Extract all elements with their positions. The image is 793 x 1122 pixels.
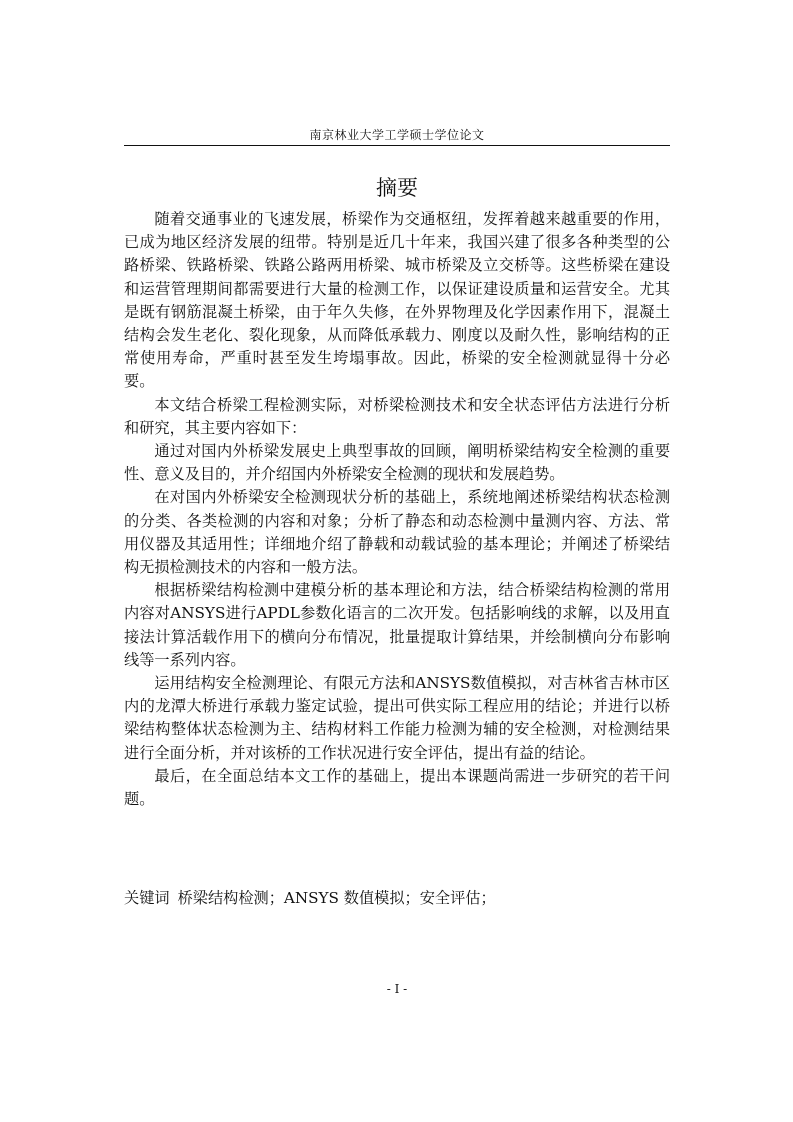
abstract-paragraph: 随着交通事业的飞速发展，桥梁作为交通枢纽，发挥着越来越重要的作用，已成为地区经济发展的纽带。特别是近几十年来，我国兴建了很多各种类型的公路桥梁、铁路桥梁、铁路公路两用桥梁、城市桥梁及立交桥等。这些桥梁在建设和运营管理期间都需要进行大量的检测工作，以保证建设质量和运营安全。尤其是既有钢筋混凝土桥梁，由于年久失修，在外界物理及化学因素作用下，混凝土结构会发生老化、裂化现象，从而降低承载力、刚度以及耐久性，影响结构的正常使用寿命，严重时甚至发生垮塌事故。因此，桥梁的安全检测就显得十分必要。 (124, 210, 670, 391)
abstract-title: 摘要 (376, 176, 418, 200)
abstract-body (124, 208, 670, 811)
header-rule (124, 145, 670, 146)
abstract-paragraph: 根据桥梁结构检测中建模分析的基本理论和方法，结合桥梁结构检测的常用内容对ANSYS进行APDL参数化语言的二次开发。包括影响线的求解，以及用直接法计算活载作用下的横向分布情况，批量提取计算结果，并绘制横向分布影响线等一系列内容。 (124, 581, 670, 669)
running-header: 南京林业大学工学硕士学位论文 (309, 128, 485, 142)
abstract-paragraph: 本文结合桥梁工程检测实际，对桥梁检测技术和安全状态评估方法进行分析和研究，其主要内容如下： (124, 395, 670, 437)
abstract-paragraph: 运用结构安全检测理论、有限元方法和ANSYS数值模拟，对吉林省吉林市区内的龙潭大桥进行承载力鉴定试验，提出可供实际工程应用的结论；并进行以桥梁结构整体状态检测为主、结构材料工作能力检测为辅的安全检测，对检测结果进行全面分析，并对该桥的工作状况进行安全评估，提出有益的结论。 (124, 674, 670, 762)
page-number: - I - (386, 982, 408, 996)
abstract-paragraph: 通过对国内外桥梁发展史上典型事故的回顾，阐明桥梁结构安全检测的重要性、意义及目的，并介绍国内外桥梁安全检测的现状和发展趋势。 (124, 442, 670, 484)
abstract-paragraph: 在对国内外桥梁安全检测现状分析的基础上，系统地阐述桥梁结构状态检测的分类、各类检测的内容和对象；分析了静态和动态检测中量测内容、方法、常用仪器及其适用性；详细地介绍了静载和动载试验的基本理论；并阐述了桥梁结构无损检测技术的内容和一般方法。 (124, 488, 670, 577)
keywords-line (124, 887, 670, 910)
abstract-paragraph: 最后，在全面总结本文工作的基础上，提出本课题尚需进一步研究的若干问题。 (124, 766, 670, 809)
keywords-text: 桥梁结构检测；ANSYS 数值模拟；安全评估； (177, 889, 496, 907)
keywords-label: 关键词 (124, 889, 170, 907)
